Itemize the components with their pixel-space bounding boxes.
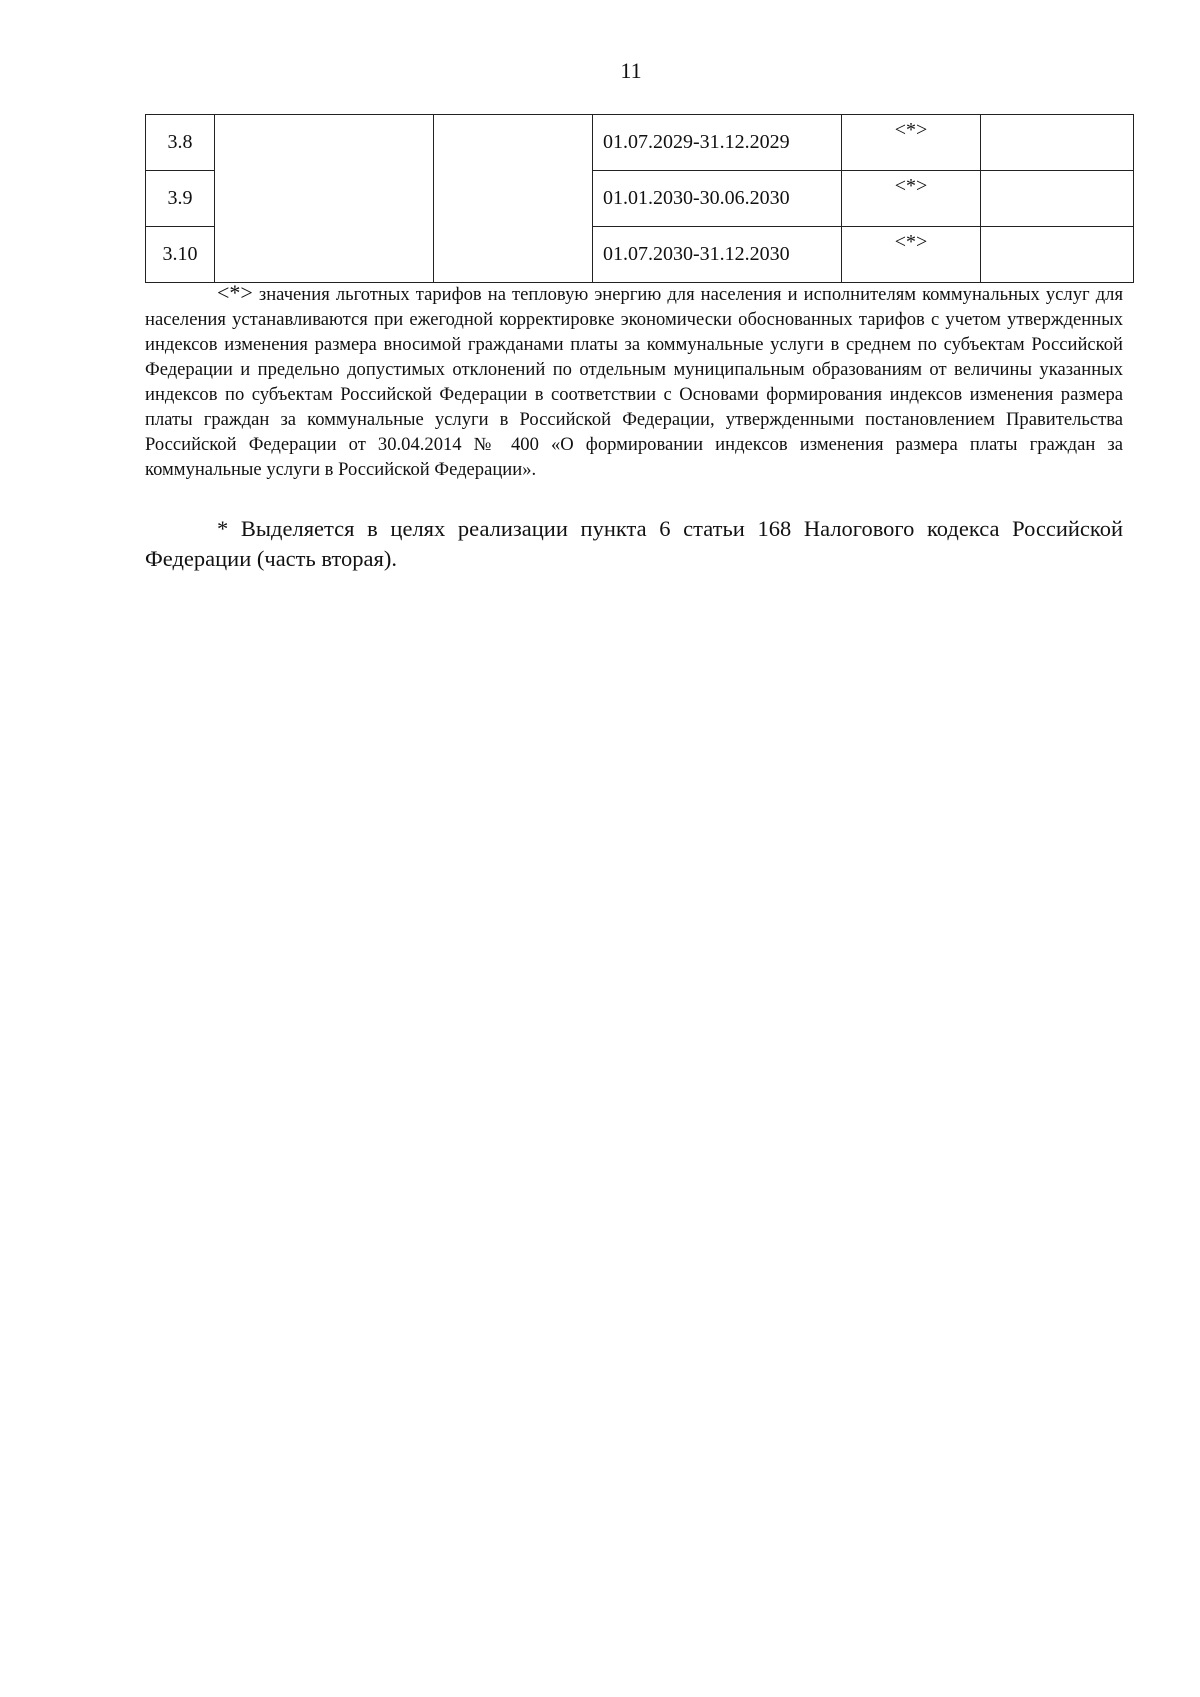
footnote-tax-note: * Выделяется в целях реализации пункта 6 статьи 168 Налогового кодекса Российской Федерации (часть вторая).	[145, 516, 1123, 571]
row-number: 3.8	[146, 115, 215, 171]
period-cell: 01.07.2029-31.12.2029	[593, 115, 842, 171]
footnote-tariff-note	[145, 280, 1123, 482]
merged-cell-indicator	[434, 115, 593, 283]
page-number: 11	[620, 58, 642, 83]
row-number: 3.10	[146, 227, 215, 283]
table-row	[146, 115, 1134, 171]
tariff-value-cell: <*>	[842, 227, 981, 283]
empty-cell	[981, 115, 1134, 171]
tariff-value-cell: <*>	[842, 115, 981, 171]
empty-cell	[981, 171, 1134, 227]
period-cell: 01.07.2030-31.12.2030	[593, 227, 842, 283]
tariff-value-cell: <*>	[842, 171, 981, 227]
row-number: 3.9	[146, 171, 215, 227]
footnote-mark: <*>	[217, 280, 253, 305]
period-cell: 01.01.2030-30.06.2030	[593, 171, 842, 227]
merged-cell-description	[215, 115, 434, 283]
footnote-text: значения льготных тарифов на тепловую энергию для населения и исполнителям коммунальных услуг для населения устанавливаются при ежегодной корректировке экономически обоснованных тарифов с учетом утвержденных индексов изменения размера вносимой гражданами платы за коммунальные услуги в среднем по субъектам Российской Федерации и предельно допустимых отклонений по отдельным муниципальным образованиям от величины указанных индексов по субъектам Российской Федерации в соответствии с Основами формирования индексов изменения размера платы граждан за коммунальные услуги в Российской Федерации, утвержденными постановлением Правительства Российской Федерации от 30.04.2014 № 400 «О формировании индексов изменения размера платы граждан за коммунальные услуги в Российской Федерации».	[145, 284, 1123, 480]
empty-cell	[981, 227, 1134, 283]
tariff-table	[145, 114, 1134, 283]
